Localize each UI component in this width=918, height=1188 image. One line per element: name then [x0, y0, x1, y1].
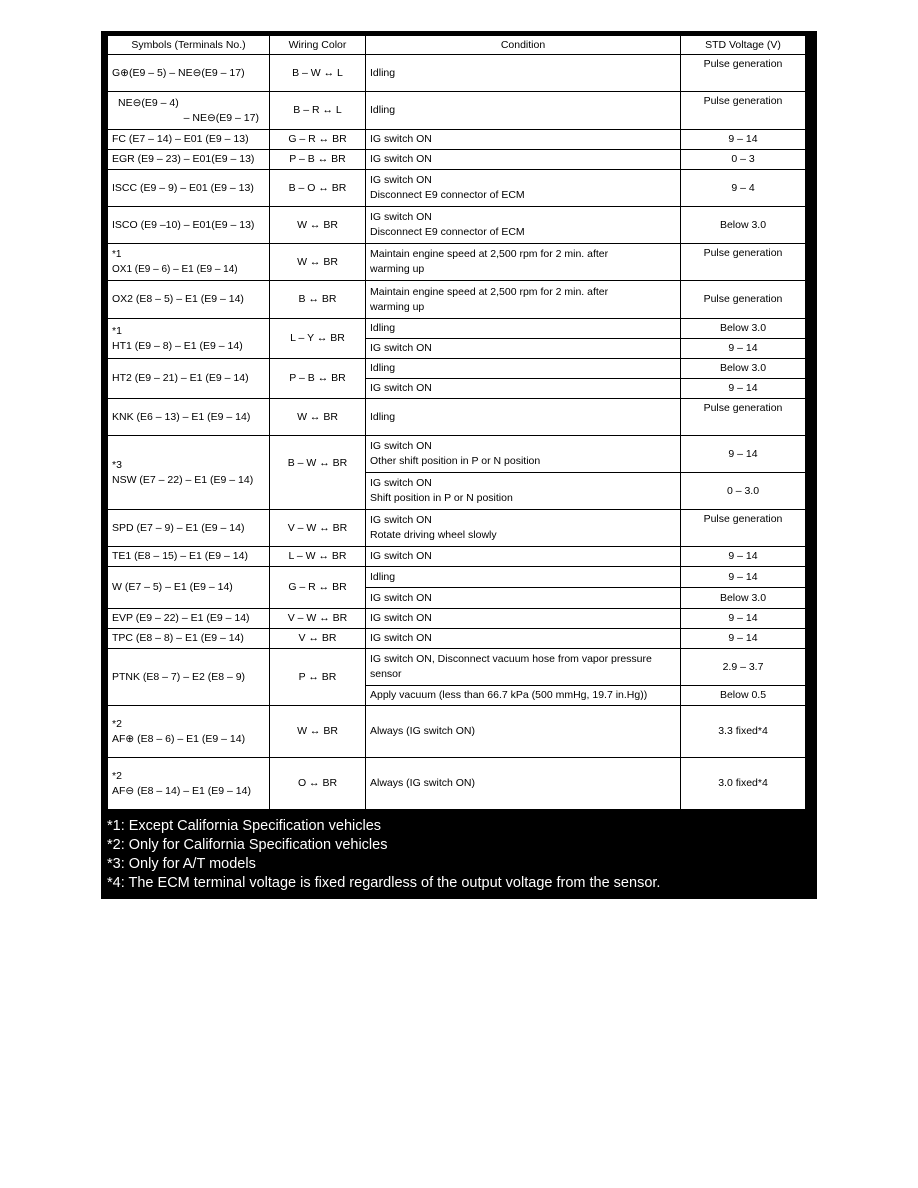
- voltage-cell: Below 3.0: [681, 359, 806, 379]
- symbol-cell: W (E7 – 5) – E1 (E9 – 14): [108, 567, 270, 609]
- symbol-cell: ISCO (E9 –10) – E01(E9 – 13): [108, 207, 270, 244]
- condition-line: IG switch ON: [370, 477, 432, 489]
- condition-line: warming up: [370, 300, 425, 313]
- footnote-marker: *1: [112, 249, 122, 260]
- voltage-cell: 9 – 14: [681, 547, 806, 567]
- condition-cell: IG switch ON: [366, 150, 681, 170]
- condition-line: Shift position in P or N position: [370, 492, 513, 504]
- wiring-cell: B – O ↔ BR: [270, 170, 366, 207]
- condition-line: Rotate driving wheel slowly: [370, 529, 497, 541]
- table-row: [108, 436, 806, 473]
- condition-line: IG switch ON: [370, 174, 432, 186]
- voltage-cell: 9 – 14: [681, 567, 806, 588]
- wiring-cell: B ↔ BR: [270, 281, 366, 319]
- wiring-cell: L – W ↔ BR: [270, 547, 366, 567]
- voltage-cell: 0 – 3.0: [681, 473, 806, 510]
- voltage-cell: 9 – 14: [681, 339, 806, 359]
- condition-cell: Idling: [366, 399, 681, 436]
- table-row: [108, 359, 806, 379]
- condition-cell: Idling: [366, 319, 681, 339]
- condition-line: Disconnect E9 connector of ECM: [370, 226, 525, 238]
- symbol-line: OX1 (E9 – 6) – E1 (E9 – 14): [112, 264, 238, 275]
- voltage-cell: 9 – 14: [681, 436, 806, 473]
- wiring-cell: W ↔ BR: [270, 207, 366, 244]
- condition-cell: Always (IG switch ON): [366, 758, 681, 810]
- voltage-cell: 9 – 14: [681, 629, 806, 649]
- footnote-marker: *2: [112, 717, 122, 730]
- condition-cell: [366, 207, 681, 244]
- wiring-cell: P – B ↔ BR: [270, 359, 366, 399]
- table-row: [108, 170, 806, 207]
- voltage-cell: Below 3.0: [681, 207, 806, 244]
- condition-cell: Idling: [366, 92, 681, 130]
- condition-cell: Idling: [366, 567, 681, 588]
- wiring-cell: L – Y ↔ BR: [270, 319, 366, 359]
- symbol-cell: EVP (E9 – 22) – E1 (E9 – 14): [108, 609, 270, 629]
- table-row: [108, 150, 806, 170]
- table-row: [108, 207, 806, 244]
- footnotes: [107, 817, 807, 893]
- table-row: [108, 629, 806, 649]
- voltage-cell: Pulse generation: [681, 55, 806, 92]
- voltage-cell: Pulse generation: [681, 510, 806, 547]
- header-wiring-color: Wiring Color: [270, 36, 366, 55]
- wiring-cell: B – R ↔ L: [270, 92, 366, 130]
- voltage-cell: 2.9 – 3.7: [681, 649, 806, 686]
- voltage-cell: 9 – 4: [681, 170, 806, 207]
- symbol-line: NSW (E7 – 22) – E1 (E9 – 14): [112, 473, 254, 486]
- footnote-4: *4: The ECM terminal voltage is fixed regardless of the output voltage from the sensor.: [107, 875, 661, 891]
- table-row: [108, 55, 806, 92]
- symbol-cell: [108, 758, 270, 810]
- voltage-cell: Below 3.0: [681, 588, 806, 609]
- table-row: [108, 758, 806, 810]
- voltage-cell: 3.0 fixed*4: [681, 758, 806, 810]
- symbol-cell: EGR (E9 – 23) – E01(E9 – 13): [108, 150, 270, 170]
- voltage-cell: 9 – 14: [681, 609, 806, 629]
- table-row: [108, 92, 806, 130]
- condition-line: Maintain engine speed at 2,500 rpm for 2 min. after: [370, 285, 609, 298]
- footnote-2: *2: Only for California Specification vehicles: [107, 837, 388, 853]
- symbol-cell: OX2 (E8 – 5) – E1 (E9 – 14): [108, 281, 270, 319]
- table-row: [108, 399, 806, 436]
- condition-line: warming up: [370, 263, 425, 275]
- condition-cell: Idling: [366, 359, 681, 379]
- condition-line: IG switch ON: [370, 514, 432, 526]
- symbol-cell: TE1 (E8 – 15) – E1 (E9 – 14): [108, 547, 270, 567]
- table-row: [108, 130, 806, 150]
- condition-cell: IG switch ON: [366, 588, 681, 609]
- table-row: [108, 567, 806, 588]
- condition-line: IG switch ON, Disconnect vacuum hose from vapor pressure: [370, 653, 652, 665]
- condition-cell: Always (IG switch ON): [366, 706, 681, 758]
- symbol-line: HT1 (E9 – 8) – E1 (E9 – 14): [112, 339, 243, 352]
- symbol-cell: KNK (E6 – 13) – E1 (E9 – 14): [108, 399, 270, 436]
- table-row: [108, 244, 806, 281]
- condition-line: Maintain engine speed at 2,500 rpm for 2 min. after: [370, 248, 609, 260]
- table-header-row: [108, 36, 806, 55]
- symbol-cell: [108, 92, 270, 130]
- condition-cell: [366, 473, 681, 510]
- condition-line: sensor: [370, 668, 402, 680]
- table-row: [108, 649, 806, 686]
- condition-cell: [366, 510, 681, 547]
- symbol-cell: TPC (E8 – 8) – E1 (E9 – 14): [108, 629, 270, 649]
- condition-cell: IG switch ON: [366, 130, 681, 150]
- symbol-cell: SPD (E7 – 9) – E1 (E9 – 14): [108, 510, 270, 547]
- wiring-cell: P ↔ BR: [270, 649, 366, 706]
- voltage-cell: Pulse generation: [681, 92, 806, 130]
- table-row: [108, 609, 806, 629]
- symbol-line: AF⊖ (E8 – 14) – E1 (E9 – 14): [112, 784, 251, 797]
- voltage-cell: Below 0.5: [681, 686, 806, 706]
- condition-line: Other shift position in P or N position: [370, 455, 541, 467]
- symbol-cell: [108, 436, 270, 510]
- footnote-3: *3: Only for A/T models: [107, 856, 256, 872]
- table-row: [108, 281, 806, 319]
- condition-cell: IG switch ON: [366, 379, 681, 399]
- symbol-cell: HT2 (E9 – 21) – E1 (E9 – 14): [108, 359, 270, 399]
- condition-cell: [366, 281, 681, 319]
- voltage-cell: 9 – 14: [681, 379, 806, 399]
- wiring-cell: V ↔ BR: [270, 629, 366, 649]
- table-row: [108, 706, 806, 758]
- condition-line: Disconnect E9 connector of ECM: [370, 189, 525, 201]
- symbol-cell: ISCC (E9 – 9) – E01 (E9 – 13): [108, 170, 270, 207]
- condition-cell: IG switch ON: [366, 629, 681, 649]
- wiring-cell: B – W ↔ L: [270, 55, 366, 92]
- condition-cell: Apply vacuum (less than 66.7 kPa (500 mmHg, 19.7 in.Hg)): [366, 686, 681, 706]
- condition-cell: [366, 170, 681, 207]
- symbol-line: NE⊖(E9 – 4): [118, 96, 179, 109]
- wiring-cell: V – W ↔ BR: [270, 510, 366, 547]
- condition-cell: [366, 649, 681, 686]
- header-std-voltage: STD Voltage (V): [681, 36, 806, 55]
- condition-line: IG switch ON: [370, 211, 432, 223]
- symbol-cell: G⊕(E9 – 5) – NE⊖(E9 – 17): [108, 55, 270, 92]
- voltage-cell: Pulse generation: [681, 399, 806, 436]
- wiring-cell: G – R ↔ BR: [270, 567, 366, 609]
- wiring-cell: W ↔ BR: [270, 244, 366, 281]
- document-page: [101, 31, 817, 899]
- footnote-marker: *3: [112, 458, 122, 471]
- wiring-cell: W ↔ BR: [270, 706, 366, 758]
- wiring-cell: P – B ↔ BR: [270, 150, 366, 170]
- condition-cell: [366, 436, 681, 473]
- wiring-cell: W ↔ BR: [270, 399, 366, 436]
- table-row: [108, 547, 806, 567]
- voltage-cell: 9 – 14: [681, 130, 806, 150]
- wiring-cell: V – W ↔ BR: [270, 609, 366, 629]
- ecm-terminal-table: [107, 35, 806, 810]
- footnote-marker: *1: [112, 324, 122, 337]
- footnote-marker: *2: [112, 769, 122, 782]
- symbol-cell: [108, 706, 270, 758]
- voltage-cell: 0 – 3: [681, 150, 806, 170]
- symbol-cell: [108, 244, 270, 281]
- header-condition: Condition: [366, 36, 681, 55]
- wiring-cell: G – R ↔ BR: [270, 130, 366, 150]
- condition-cell: IG switch ON: [366, 547, 681, 567]
- voltage-cell: Pulse generation: [681, 244, 806, 281]
- condition-line: IG switch ON: [370, 440, 432, 452]
- condition-cell: [366, 244, 681, 281]
- wiring-cell: B – W ↔ BR: [270, 436, 366, 510]
- header-symbols: Symbols (Terminals No.): [108, 36, 270, 55]
- condition-cell: IG switch ON: [366, 339, 681, 359]
- symbol-cell: FC (E7 – 14) – E01 (E9 – 13): [108, 130, 270, 150]
- voltage-cell: Below 3.0: [681, 319, 806, 339]
- symbol-cell: PTNK (E8 – 7) – E2 (E8 – 9): [108, 649, 270, 706]
- table-row: [108, 510, 806, 547]
- symbol-line: AF⊕ (E8 – 6) – E1 (E9 – 14): [112, 732, 246, 745]
- voltage-cell: 3.3 fixed*4: [681, 706, 806, 758]
- condition-cell: IG switch ON: [366, 609, 681, 629]
- wiring-cell: O ↔ BR: [270, 758, 366, 810]
- symbol-line: – NE⊖(E9 – 17): [183, 111, 259, 124]
- symbol-cell: [108, 319, 270, 359]
- condition-cell: Idling: [366, 55, 681, 92]
- footnote-1: *1: Except California Specification vehicles: [107, 818, 382, 834]
- table-row: [108, 319, 806, 339]
- voltage-cell: Pulse generation: [681, 281, 806, 319]
